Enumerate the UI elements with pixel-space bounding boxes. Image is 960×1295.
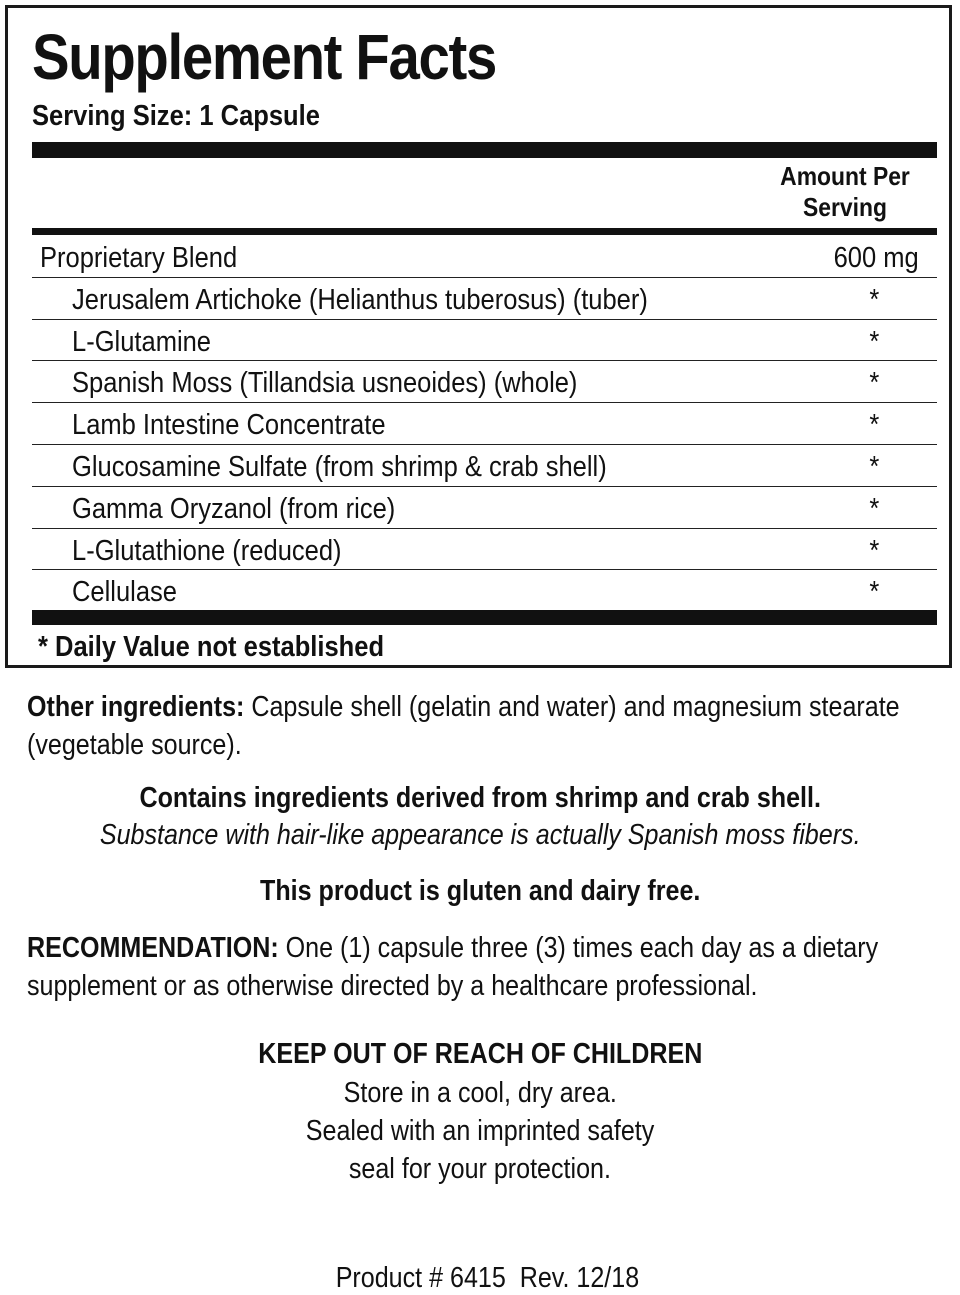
ingredient-name: Proprietary Blend [40, 242, 238, 274]
warning-text: KEEP OUT OF REACH OF CHILDREN [257, 1038, 703, 1070]
ingredient-amount: * [869, 409, 879, 442]
daily-value-footnote: * Daily Value not established [38, 631, 385, 663]
storage-text: Store in a cool, dry area. [343, 1077, 617, 1109]
serving-size: Serving Size: 1 Capsule [32, 100, 320, 132]
ingredient-name: Lamb Intestine Concentrate [72, 409, 386, 442]
product-info [0, 1229, 960, 1295]
ingredient-amount: * [869, 492, 879, 525]
ingredient-amount: 600 mg [833, 242, 919, 274]
ingredient-row [32, 529, 937, 571]
fiber-note [0, 819, 960, 852]
amount-per-serving-header [775, 161, 916, 223]
ingredient-row [32, 320, 937, 362]
divider-thick-bottom [32, 610, 937, 625]
ingredient-amount: * [869, 450, 879, 483]
other-ingredients-text: Capsule shell (gelatin and water) and magnesium stearate (vegetable source). [27, 691, 900, 761]
ingredient-name: Gamma Oryzanol (from rice) [72, 492, 396, 525]
allergen-text: Contains ingredients derived from shrimp and crab shell. [139, 782, 821, 814]
amount-header-line1: Amount Per [780, 161, 910, 191]
supplement-facts-panel [5, 5, 952, 668]
panel-title: Supplement Facts [32, 21, 496, 93]
safety-seal-line2 [0, 1153, 960, 1186]
amount-header-line2: Serving [803, 192, 887, 222]
ingredient-row [32, 570, 937, 612]
gluten-dairy-free-statement [0, 875, 960, 908]
seal-text-1: Sealed with an imprinted safety [305, 1115, 655, 1147]
ingredient-row [32, 236, 937, 278]
ingredient-amount: * [869, 367, 879, 400]
ingredient-row [32, 361, 937, 403]
ingredient-row [32, 278, 937, 320]
gluten-free-text: This product is gluten and dairy free. [259, 875, 701, 907]
ingredient-row [32, 445, 937, 487]
ingredient-name: Glucosamine Sulfate (from shrimp & crab shell) [72, 450, 607, 483]
seal-text-2: seal for your protection. [348, 1153, 612, 1185]
ingredient-name: L-Glutamine [72, 325, 212, 358]
safety-seal-line1 [0, 1115, 960, 1148]
fiber-note-text: Substance with hair-like appearance is actually Spanish moss fibers. [99, 819, 861, 851]
ingredient-row [32, 403, 937, 445]
ingredient-name: Spanish Moss (Tillandsia usneoides) (whole) [72, 367, 578, 400]
ingredient-name: Cellulase [72, 576, 177, 609]
recommendation-label: RECOMMENDATION: [27, 932, 279, 964]
ingredient-rows [32, 236, 937, 612]
divider-thick-top [32, 142, 937, 158]
ingredient-row [32, 487, 937, 529]
product-number-revision: Product # 6415 Rev. 12/18 [336, 1262, 640, 1294]
ingredient-name: Jerusalem Artichoke (Helianthus tuberosus) (tuber) [72, 283, 648, 316]
ingredient-name: L-Glutathione (reduced) [72, 534, 342, 567]
ingredient-amount: * [869, 576, 879, 609]
divider-medium [32, 228, 937, 235]
recommendation-text: One (1) capsule three (3) times each day as a dietary supplement or as otherwise directed by a healthcare professional. [27, 932, 879, 1002]
ingredient-amount: * [869, 283, 879, 316]
child-warning [0, 1038, 960, 1071]
ingredient-amount: * [869, 325, 879, 358]
ingredient-amount: * [869, 534, 879, 567]
allergen-statement [0, 782, 960, 815]
other-ingredients-label: Other ingredients: [27, 691, 245, 723]
storage-instruction [0, 1077, 960, 1110]
other-ingredients [27, 688, 933, 764]
recommendation [27, 929, 933, 1005]
